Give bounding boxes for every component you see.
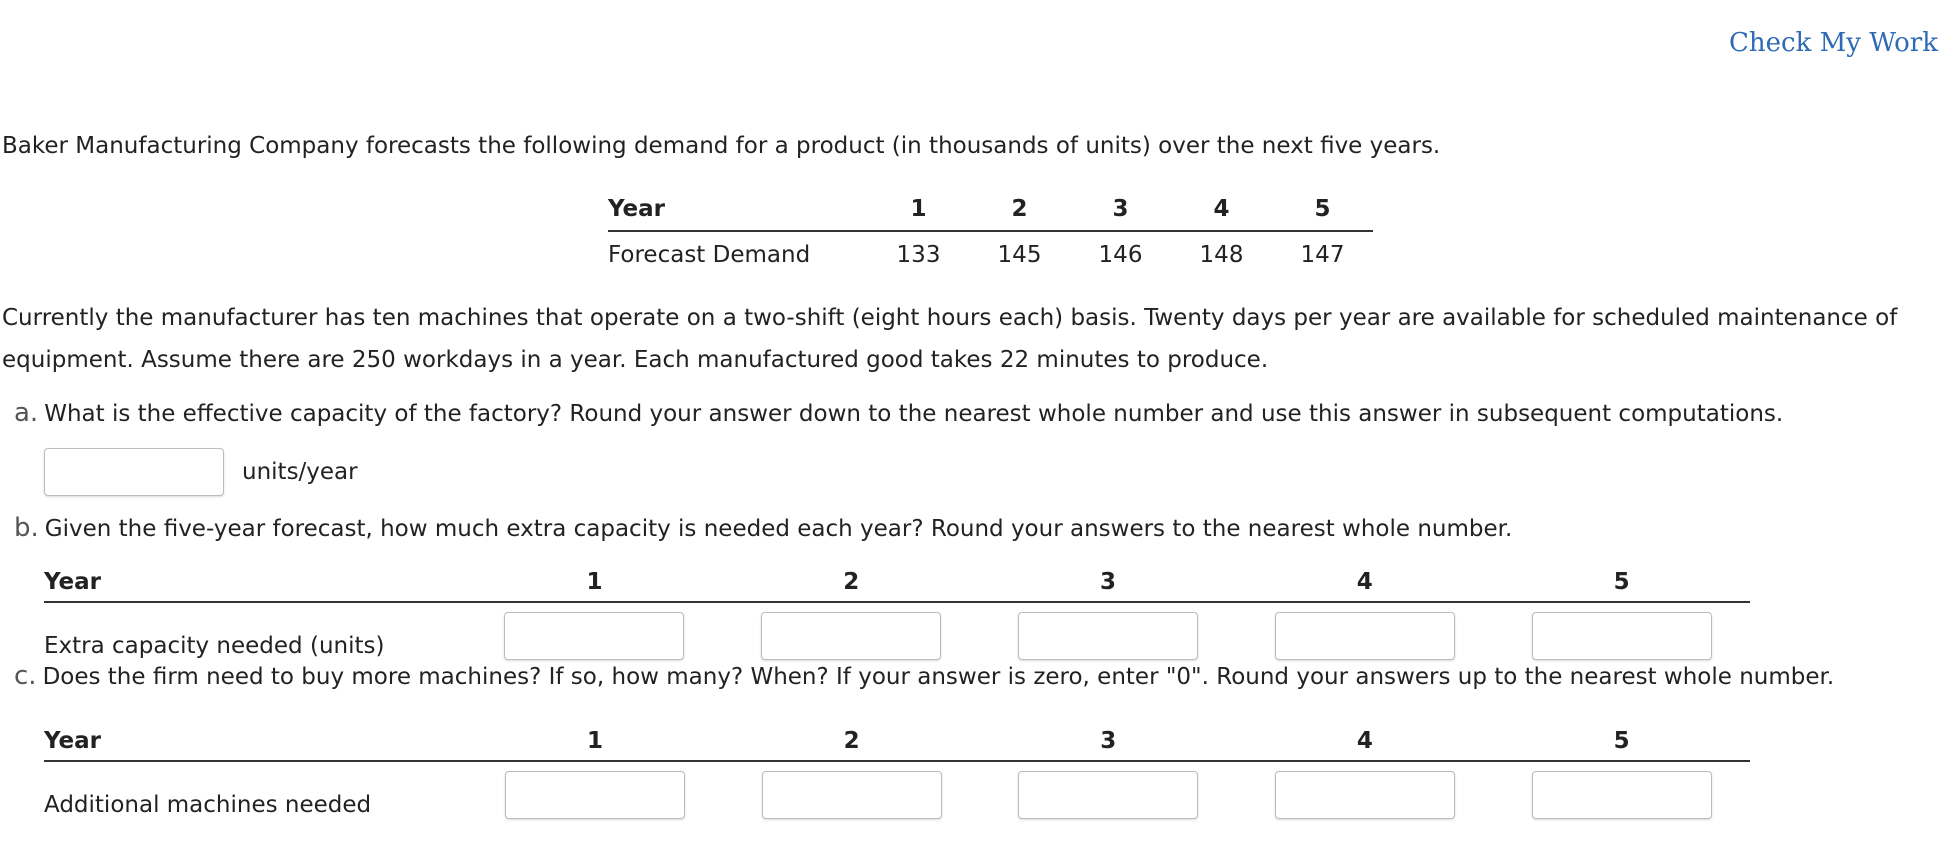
additional-machines-year-1: 1 xyxy=(467,724,724,761)
extra-capacity-row xyxy=(44,602,1750,665)
forecast-year-4: 4 xyxy=(1171,192,1272,231)
forecast-value-5: 147 xyxy=(1300,242,1345,268)
additional-machines-input-year-3[interactable] xyxy=(1018,771,1198,819)
question-c-letter: c. xyxy=(14,661,37,691)
question-b-letter: b. xyxy=(14,513,39,543)
question-c-text: Does the firm need to buy more machines? If so, how many? When? If your answer is zero, enter "0". Round your answers up to the nearest whole number. xyxy=(42,664,1835,690)
forecast-demand-row xyxy=(608,231,1373,272)
additional-machines-year-5: 5 xyxy=(1493,724,1750,761)
additional-machines-table xyxy=(44,724,1750,824)
additional-machines-year-3: 3 xyxy=(980,724,1237,761)
question-a xyxy=(14,398,1783,428)
extra-capacity-input-year-4[interactable] xyxy=(1275,612,1455,660)
question-b-text: Given the five-year forecast, how much extra capacity is needed each year? Round your answers to the nearest whole number. xyxy=(44,516,1513,542)
extra-capacity-year-3: 3 xyxy=(980,565,1237,602)
extra-capacity-year-4: 4 xyxy=(1236,565,1493,602)
forecast-header-row xyxy=(608,192,1373,231)
additional-machines-label: Additional machines needed xyxy=(44,792,372,818)
forecast-value-2: 145 xyxy=(997,242,1042,268)
forecast-year-header: Year xyxy=(608,192,868,231)
context-text: Currently the manufacturer has ten machines that operate on a two-shift (eight hours each) basis. Twenty days per year are available for scheduled maintenance of equipment. Assume there are 250 workdays in a year. Each manufactured good takes 22 minutes to produce. xyxy=(2,305,1898,373)
additional-machines-input-year-4[interactable] xyxy=(1275,771,1455,819)
question-c xyxy=(14,661,1834,691)
additional-machines-header-row xyxy=(44,724,1750,761)
extra-capacity-year-header: Year xyxy=(44,565,466,602)
units-label: units/year xyxy=(242,459,358,485)
additional-machines-year-2: 2 xyxy=(723,724,980,761)
extra-capacity-input-year-5[interactable] xyxy=(1532,612,1712,660)
additional-machines-year-4: 4 xyxy=(1237,724,1494,761)
additional-machines-year-header: Year xyxy=(44,724,467,761)
effective-capacity-input[interactable] xyxy=(44,448,224,496)
forecast-demand-label: Forecast Demand xyxy=(608,242,811,268)
question-a-answer-row xyxy=(44,448,358,496)
extra-capacity-input-year-1[interactable] xyxy=(504,612,684,660)
extra-capacity-year-5: 5 xyxy=(1493,565,1750,602)
forecast-value-3: 146 xyxy=(1098,242,1143,268)
extra-capacity-header-row xyxy=(44,565,1750,602)
check-my-work-link[interactable]: Check My Work xyxy=(1729,28,1938,58)
forecast-value-1: 133 xyxy=(896,242,941,268)
forecast-value-4: 148 xyxy=(1199,242,1244,268)
forecast-year-2: 2 xyxy=(969,192,1070,231)
extra-capacity-label: Extra capacity needed (units) xyxy=(44,633,385,659)
additional-machines-input-year-5[interactable] xyxy=(1532,771,1712,819)
forecast-year-1: 1 xyxy=(868,192,969,231)
question-a-text: What is the effective capacity of the factory? Round your answer down to the nearest whole number and use this answer in subsequent computations. xyxy=(44,401,1784,427)
forecast-demand-table xyxy=(608,192,1373,272)
question-b xyxy=(14,513,1512,543)
forecast-year-3: 3 xyxy=(1070,192,1171,231)
forecast-year-5: 5 xyxy=(1272,192,1373,231)
extra-capacity-input-year-3[interactable] xyxy=(1018,612,1198,660)
additional-machines-input-year-2[interactable] xyxy=(762,771,942,819)
extra-capacity-year-1: 1 xyxy=(466,565,723,602)
extra-capacity-year-2: 2 xyxy=(723,565,980,602)
additional-machines-row xyxy=(44,761,1750,824)
question-a-letter: a. xyxy=(14,398,39,428)
extra-capacity-table xyxy=(44,565,1750,665)
additional-machines-input-year-1[interactable] xyxy=(505,771,685,819)
intro-text: Baker Manufacturing Company forecasts the following demand for a product (in thousands of units) over the next five years. xyxy=(2,133,1441,159)
extra-capacity-input-year-2[interactable] xyxy=(761,612,941,660)
